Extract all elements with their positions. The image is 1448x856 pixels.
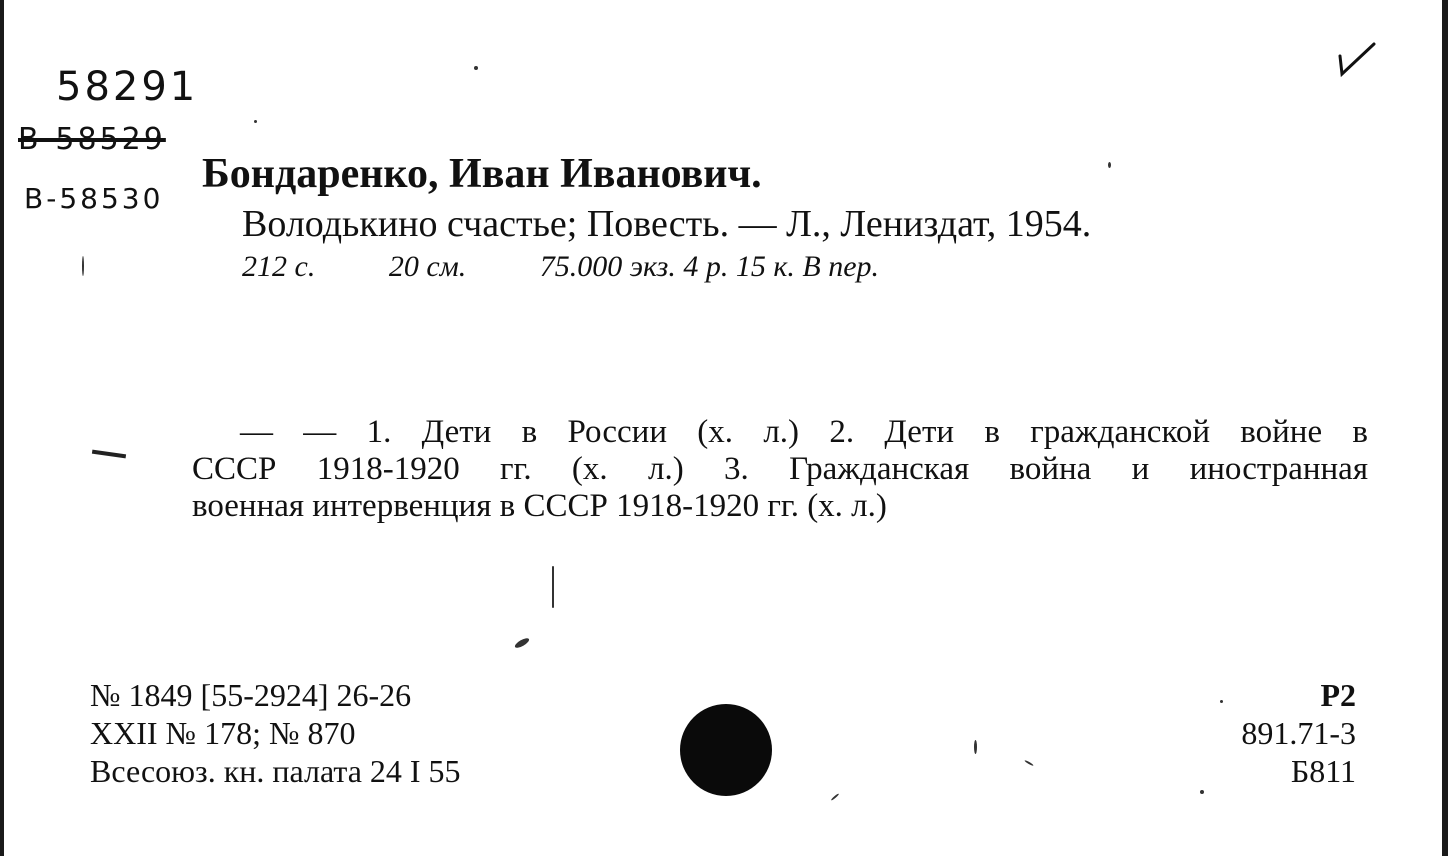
registration-line-3: Всесоюз. кн. палата 24 I 55 — [90, 753, 461, 789]
classification-line-2: 891.71-3 — [1241, 715, 1356, 751]
physical-description — [242, 250, 879, 284]
subject-line-1: — — 1. Дети в России (х. л.) 2. Дети в гражданской войне в — [240, 414, 1368, 450]
scan-speck — [1024, 760, 1034, 767]
struck-out-accession-number: B-58529 — [18, 122, 166, 157]
scan-speck — [254, 120, 257, 123]
classification-codes — [1241, 676, 1356, 790]
scan-speck — [1108, 162, 1111, 168]
alternate-accession-number: B-58530 — [24, 182, 164, 215]
title-imprint-line: Володькино счастье; Повесть. — Л., Лениздат, 1954. — [242, 203, 1092, 245]
page-count: 212 с. — [242, 250, 316, 283]
scan-speck — [831, 793, 840, 801]
registration-line-2: XXII № 178; № 870 — [90, 715, 356, 751]
book-size: 20 см. — [388, 250, 467, 283]
checkmark-icon — [1334, 38, 1378, 80]
subject-line-2: СССР 1918-1920 гг. (х. л.) 3. Гражданская война и иностранная — [192, 451, 1368, 487]
scan-speck — [474, 66, 478, 70]
classification-line-1: Р2 — [1320, 677, 1356, 713]
scan-speck — [974, 740, 977, 754]
scan-speck — [514, 636, 531, 649]
card-punch-hole — [680, 704, 772, 796]
classification-line-3: Б811 — [1290, 753, 1356, 789]
subject-line-3: военная интервенция в СССР 1918-1920 гг. (х. л.) — [192, 488, 887, 524]
subject-headings — [192, 414, 1368, 525]
scan-speck — [552, 566, 554, 608]
scan-speck — [1200, 790, 1204, 794]
registration-line-1: № 1849 [55-2924] 26-26 — [90, 677, 412, 713]
registration-info — [90, 676, 461, 790]
accession-number: 58291 — [56, 64, 199, 110]
scan-speck — [1220, 700, 1223, 703]
scan-speck — [82, 256, 84, 276]
print-run-price: 75.000 экз. 4 р. 15 к. В пер. — [539, 250, 880, 283]
author-heading: Бондаренко, Иван Иванович. — [202, 151, 762, 197]
pencil-dash-mark — [92, 450, 126, 459]
